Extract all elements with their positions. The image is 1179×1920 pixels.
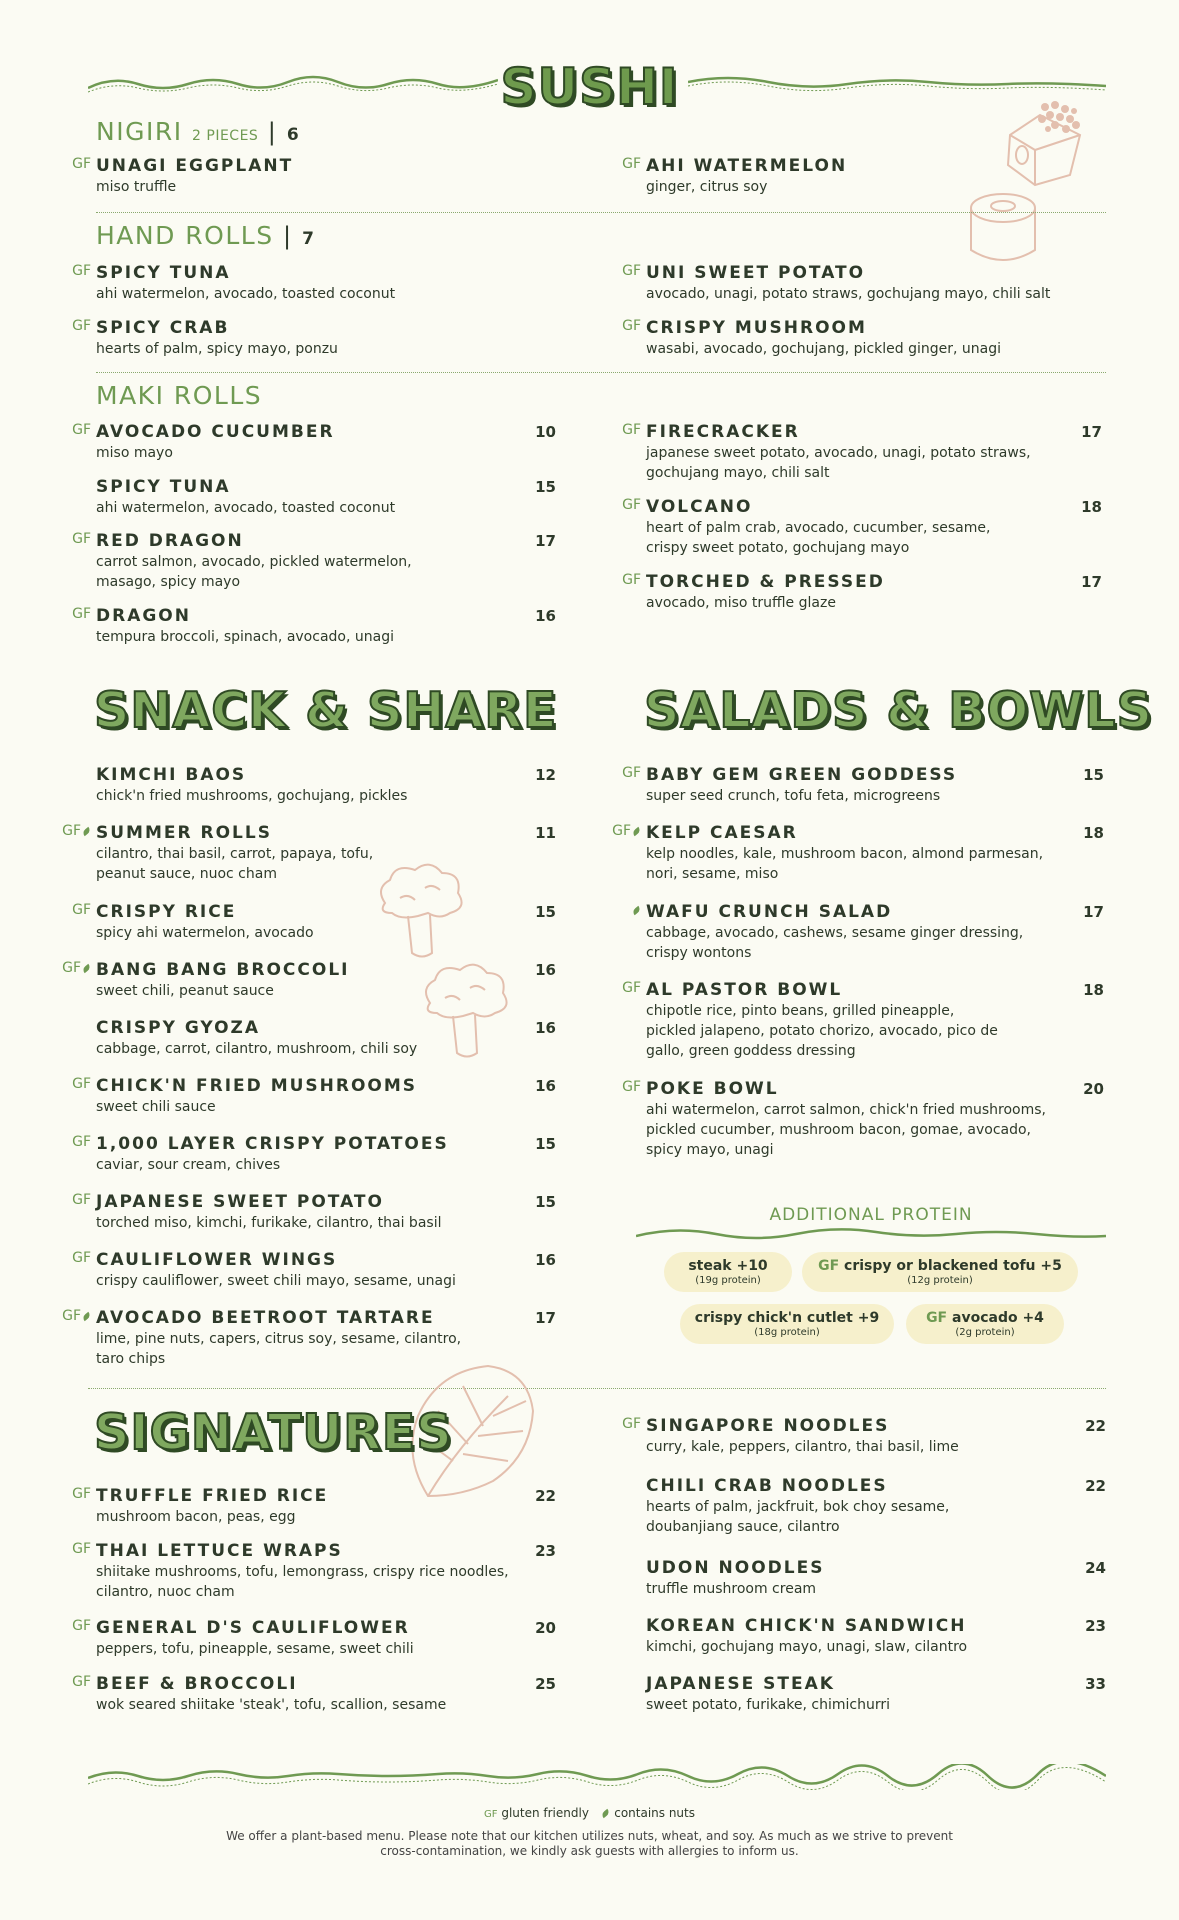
item-price: 16 bbox=[535, 961, 556, 979]
item-price: 15 bbox=[535, 1135, 556, 1153]
snack-share-title: SNACK & SHARE bbox=[94, 682, 558, 739]
item-price: 17 bbox=[1081, 573, 1102, 591]
gf-tag: GF bbox=[72, 318, 91, 334]
item-price: 33 bbox=[1085, 1675, 1106, 1693]
nut-leaf-icon bbox=[601, 1809, 611, 1819]
protein-name: avocado +4 bbox=[952, 1310, 1044, 1326]
item-name: CRISPY GYOZA bbox=[96, 1018, 261, 1038]
item-desc: cabbage, carrot, cilantro, mushroom, chili soy bbox=[96, 1041, 418, 1057]
item-name: DRAGON bbox=[96, 606, 191, 626]
gf-label: GF bbox=[72, 902, 91, 918]
gf-tag bbox=[72, 1134, 91, 1150]
item-desc: torched miso, kimchi, furikake, cilantro, thai basil bbox=[96, 1215, 442, 1231]
maki-title: MAKI ROLLS bbox=[96, 381, 263, 410]
item-price: 12 bbox=[535, 766, 556, 784]
menu-item bbox=[622, 421, 1102, 483]
item-name: FIRECRACKER bbox=[646, 422, 800, 442]
item-price: 18 bbox=[1083, 981, 1104, 999]
item-desc: avocado, unagi, potato straws, gochujang mayo, chili salt bbox=[646, 286, 1051, 302]
item-desc: shiitake mushrooms, tofu, lemongrass, crispy rice noodles, cilantro, nuoc cham bbox=[96, 1564, 509, 1600]
item-name: UNAGI EGGPLANT bbox=[96, 156, 294, 176]
protein-main bbox=[680, 1310, 894, 1326]
item-name: AVOCADO CUCUMBER bbox=[96, 422, 335, 442]
menu-item bbox=[62, 959, 556, 1001]
hand-rolls-bar: | bbox=[283, 222, 293, 250]
menu-item bbox=[72, 262, 566, 304]
divider bbox=[88, 1388, 1106, 1389]
gf-tag: GF bbox=[622, 1416, 641, 1432]
item-price: 16 bbox=[535, 607, 556, 625]
protein-name: steak +10 bbox=[688, 1258, 768, 1274]
item-price: 17 bbox=[1083, 903, 1104, 921]
gf-label: GF bbox=[72, 1134, 91, 1150]
menu-item bbox=[72, 1540, 556, 1602]
nigiri-note: 2 PIECES bbox=[192, 128, 259, 144]
nut-leaf-icon bbox=[81, 1311, 91, 1321]
item-name: SUMMER ROLLS bbox=[96, 823, 272, 843]
menu-item bbox=[72, 155, 566, 197]
menu-item bbox=[612, 822, 1104, 884]
menu-item bbox=[72, 901, 556, 943]
nigiri-title: NIGIRI bbox=[96, 117, 183, 146]
item-desc: wasabi, avocado, gochujang, pickled ginger, unagi bbox=[646, 341, 1001, 357]
protein-name: crispy or blackened tofu +5 bbox=[844, 1258, 1062, 1274]
protein-sub: (18g protein) bbox=[754, 1327, 820, 1338]
gf-tag: GF bbox=[72, 263, 91, 279]
item-price: 15 bbox=[1083, 766, 1104, 784]
menu-item bbox=[72, 605, 556, 647]
gf-tag bbox=[72, 1192, 91, 1208]
protein-name: crispy chick'n cutlet +9 bbox=[694, 1310, 880, 1326]
hand-rolls-price: 7 bbox=[302, 229, 316, 249]
hand-rolls-heading bbox=[96, 221, 315, 250]
gf-tag: GF bbox=[72, 156, 91, 172]
item-price: 22 bbox=[1085, 1417, 1106, 1435]
gf-tag: GF bbox=[622, 497, 641, 513]
nigiri-price: 6 bbox=[286, 125, 301, 145]
item-desc: cilantro, thai basil, carrot, papaya, tofu, peanut sauce, nuoc cham bbox=[96, 846, 374, 882]
additional-protein-title: ADDITIONAL PROTEIN bbox=[769, 1205, 973, 1225]
gf-label: GF bbox=[622, 1079, 641, 1095]
protein-main bbox=[802, 1258, 1078, 1274]
item-name: BABY GEM GREEN GODDESS bbox=[646, 765, 958, 785]
item-desc: wok seared shiitake 'steak', tofu, scallion, sesame bbox=[96, 1697, 447, 1713]
menu-item bbox=[622, 1078, 1104, 1160]
menu-item bbox=[72, 1617, 556, 1659]
item-desc: ahi watermelon, carrot salmon, chick'n fried mushrooms, pickled cucumber, mushroom bacon, gomae, avocado, spicy mayo, unagi bbox=[646, 1102, 1046, 1158]
nut-leaf-icon bbox=[631, 905, 641, 915]
menu-item bbox=[72, 1673, 556, 1715]
item-name: TRUFFLE FRIED RICE bbox=[96, 1486, 329, 1506]
gf-tag: GF bbox=[72, 422, 91, 438]
divider bbox=[96, 212, 1106, 213]
footer-wave bbox=[88, 1764, 1106, 1790]
item-desc: ahi watermelon, avocado, toasted coconut bbox=[96, 286, 396, 302]
gf-label: GF bbox=[483, 1809, 498, 1820]
item-name: JAPANESE STEAK bbox=[646, 1674, 835, 1694]
menu-item bbox=[622, 317, 1116, 359]
item-name: KELP CAESAR bbox=[646, 823, 798, 843]
item-desc: kimchi, gochujang mayo, unagi, slaw, cilantro bbox=[646, 1639, 968, 1655]
item-price: 22 bbox=[535, 1487, 556, 1505]
item-name: GENERAL D'S CAULIFLOWER bbox=[96, 1618, 410, 1638]
signatures-title: SIGNATURES bbox=[94, 1404, 453, 1461]
gf-tag: GF bbox=[72, 1674, 91, 1690]
menu-item bbox=[96, 476, 556, 518]
item-price: 15 bbox=[535, 903, 556, 921]
item-price: 16 bbox=[535, 1019, 556, 1037]
item-desc: sweet chili, peanut sauce bbox=[96, 983, 274, 999]
gf-label: GF bbox=[62, 1308, 81, 1324]
item-desc: sweet chili sauce bbox=[96, 1099, 216, 1115]
item-desc: peppers, tofu, pineapple, sesame, sweet chili bbox=[96, 1641, 414, 1657]
menu-item bbox=[622, 571, 1102, 613]
gf-label: GF bbox=[62, 823, 81, 839]
gf-tag bbox=[622, 765, 641, 781]
protein-option bbox=[906, 1304, 1064, 1344]
item-name: 1,000 LAYER CRISPY POTATOES bbox=[96, 1134, 449, 1154]
gf-tag: GF bbox=[622, 156, 641, 172]
menu-item bbox=[72, 317, 566, 359]
item-desc: lime, pine nuts, capers, citrus soy, sesame, cilantro, taro chips bbox=[96, 1331, 462, 1367]
sushi-title: SUSHI bbox=[500, 58, 679, 116]
protein-option bbox=[664, 1252, 792, 1292]
item-name: SPICY CRAB bbox=[96, 318, 230, 338]
item-desc: crispy cauliflower, sweet chili mayo, sesame, unagi bbox=[96, 1273, 456, 1289]
item-price: 18 bbox=[1083, 824, 1104, 842]
item-price: 18 bbox=[1081, 498, 1102, 516]
item-name: CHICK'N FRIED MUSHROOMS bbox=[96, 1076, 418, 1096]
gf-tag bbox=[72, 1076, 91, 1092]
item-price: 11 bbox=[535, 824, 556, 842]
menu-item bbox=[622, 979, 1104, 1061]
menu-item bbox=[72, 1191, 556, 1233]
item-price: 16 bbox=[535, 1077, 556, 1095]
allergy-note: We offer a plant-based menu. Please note that our kitchen utilizes nuts, wheat, and soy. As much as we strive to prevent cross-contamination, we kindly ask guests with allergies to inform us. bbox=[226, 1829, 953, 1858]
gf-tag bbox=[622, 1079, 641, 1095]
gf-tag: GF bbox=[72, 606, 91, 622]
item-name: UNI SWEET POTATO bbox=[646, 263, 866, 283]
menu-item bbox=[62, 822, 556, 884]
item-price: 17 bbox=[535, 1309, 556, 1327]
menu-item bbox=[646, 1673, 1106, 1715]
item-price: 22 bbox=[1085, 1477, 1106, 1495]
item-name: CAULIFLOWER WINGS bbox=[96, 1250, 338, 1270]
gf-tag: GF bbox=[72, 1618, 91, 1634]
protein-sub: (2g protein) bbox=[955, 1327, 1015, 1338]
item-desc: tempura broccoli, spinach, avocado, unagi bbox=[96, 629, 394, 645]
gf-tag bbox=[631, 902, 641, 918]
gf-tag: GF bbox=[622, 318, 641, 334]
protein-option bbox=[680, 1304, 894, 1344]
menu-item bbox=[622, 155, 1116, 197]
item-price: 16 bbox=[535, 1251, 556, 1269]
item-name: SPICY TUNA bbox=[96, 263, 231, 283]
nigiri-heading bbox=[96, 117, 300, 146]
menu-item bbox=[622, 496, 1102, 558]
gf-label: GF bbox=[62, 960, 81, 976]
gf-tag bbox=[62, 960, 91, 976]
menu-item bbox=[646, 901, 1104, 963]
item-name: JAPANESE SWEET POTATO bbox=[96, 1192, 384, 1212]
menu-item bbox=[622, 262, 1116, 304]
gf-tag: GF bbox=[622, 263, 641, 279]
menu-item bbox=[96, 1017, 556, 1059]
item-desc: miso truffle bbox=[96, 179, 177, 195]
menu-item bbox=[72, 530, 556, 592]
gf-tag: GF bbox=[72, 1541, 91, 1557]
sushi-roll-illustration bbox=[968, 190, 1038, 270]
gf-tag: GF bbox=[622, 422, 641, 438]
gf-tag bbox=[72, 1250, 91, 1266]
item-price: 23 bbox=[535, 1542, 556, 1560]
item-price: 20 bbox=[535, 1619, 556, 1637]
item-price: 15 bbox=[535, 478, 556, 496]
gf-tag bbox=[622, 980, 641, 996]
item-desc: chipotle rice, pinto beans, grilled pineapple, pickled jalapeno, potato chorizo, avocado, pico de gallo, green goddess dressing bbox=[646, 1003, 998, 1059]
item-name: AHI WATERMELON bbox=[646, 156, 848, 176]
item-name: RED DRAGON bbox=[96, 531, 244, 551]
gf-tag bbox=[72, 902, 91, 918]
gf-tag: GF bbox=[72, 531, 91, 547]
nut-leaf-icon bbox=[631, 826, 641, 836]
item-name: SPICY TUNA bbox=[96, 477, 231, 497]
item-desc: chick'n fried mushrooms, gochujang, pickles bbox=[96, 788, 408, 804]
nut-leaf-icon bbox=[81, 963, 91, 973]
gf-label: GF bbox=[622, 765, 641, 781]
gf-label: GF bbox=[612, 823, 631, 839]
menu-item bbox=[72, 1485, 556, 1527]
gf-tag: GF bbox=[622, 572, 641, 588]
item-price: 25 bbox=[535, 1675, 556, 1693]
gf-legend-label: gluten friendly bbox=[501, 1806, 589, 1820]
gf-label: GF bbox=[818, 1258, 840, 1274]
item-name: KIMCHI BAOS bbox=[96, 765, 247, 785]
item-price: 20 bbox=[1083, 1080, 1104, 1098]
gf-tag bbox=[62, 1308, 91, 1324]
gf-label: GF bbox=[926, 1310, 948, 1326]
protein-wave bbox=[636, 1226, 1106, 1242]
item-name: BANG BANG BROCCOLI bbox=[96, 960, 350, 980]
item-desc: miso mayo bbox=[96, 445, 173, 461]
item-name: TORCHED & PRESSED bbox=[646, 572, 885, 592]
item-price: 17 bbox=[535, 532, 556, 550]
item-name: CRISPY MUSHROOM bbox=[646, 318, 867, 338]
gf-label: GF bbox=[72, 1076, 91, 1092]
item-desc: curry, kale, peppers, cilantro, thai basil, lime bbox=[646, 1439, 959, 1455]
item-name: WAFU CRUNCH SALAD bbox=[646, 902, 893, 922]
item-desc: carrot salmon, avocado, pickled watermelon, masago, spicy mayo bbox=[96, 554, 412, 590]
item-price: 15 bbox=[535, 1193, 556, 1211]
item-name: THAI LETTUCE WRAPS bbox=[96, 1541, 343, 1561]
menu-item bbox=[96, 764, 556, 806]
salads-bowls-title: SALADS & BOWLS bbox=[644, 682, 1153, 739]
divider bbox=[96, 372, 1106, 373]
item-name: POKE BOWL bbox=[646, 1079, 779, 1099]
item-desc: spicy ahi watermelon, avocado bbox=[96, 925, 314, 941]
hand-rolls-title: HAND ROLLS bbox=[96, 221, 274, 250]
item-desc: hearts of palm, jackfruit, bok choy sesame, doubanjiang sauce, cilantro bbox=[646, 1499, 950, 1535]
gf-label: GF bbox=[72, 1250, 91, 1266]
item-desc: ahi watermelon, avocado, toasted coconut bbox=[96, 500, 396, 516]
legend bbox=[0, 1806, 1179, 1820]
gf-tag: GF bbox=[72, 1486, 91, 1502]
gf-tag bbox=[612, 823, 641, 839]
protein-sub: (19g protein) bbox=[695, 1275, 761, 1286]
item-desc: ginger, citrus soy bbox=[646, 179, 768, 195]
item-name: SINGAPORE NOODLES bbox=[646, 1416, 890, 1436]
menu-item bbox=[646, 1615, 1106, 1657]
menu-item bbox=[72, 1075, 556, 1117]
item-desc: sweet potato, furikake, chimichurri bbox=[646, 1697, 890, 1713]
item-desc: super seed crunch, tofu feta, microgreens bbox=[646, 788, 941, 804]
menu-item bbox=[622, 1415, 1106, 1457]
item-name: UDON NOODLES bbox=[646, 1558, 825, 1578]
item-price: 10 bbox=[535, 423, 556, 441]
nut-leaf-icon bbox=[81, 826, 91, 836]
item-desc: caviar, sour cream, chives bbox=[96, 1157, 281, 1173]
menu-item bbox=[72, 1133, 556, 1175]
menu-item bbox=[72, 421, 556, 463]
item-price: 24 bbox=[1085, 1559, 1106, 1577]
item-desc: avocado, miso truffle glaze bbox=[646, 595, 836, 611]
item-name: CHILI CRAB NOODLES bbox=[646, 1476, 888, 1496]
nut-legend-label: contains nuts bbox=[614, 1806, 695, 1820]
item-name: AL PASTOR BOWL bbox=[646, 980, 843, 1000]
menu-item bbox=[622, 764, 1104, 806]
item-desc: mushroom bacon, peas, egg bbox=[96, 1509, 296, 1525]
menu-item bbox=[72, 1249, 556, 1291]
menu-item bbox=[646, 1557, 1106, 1599]
item-desc: cabbage, avocado, cashews, sesame ginger dressing, crispy wontons bbox=[646, 925, 1024, 961]
item-name: CRISPY RICE bbox=[96, 902, 237, 922]
menu-item bbox=[646, 1475, 1106, 1537]
protein-option bbox=[802, 1252, 1078, 1292]
item-name: VOLCANO bbox=[646, 497, 753, 517]
item-price: 17 bbox=[1081, 423, 1102, 441]
item-name: AVOCADO BEETROOT TARTARE bbox=[96, 1308, 435, 1328]
nigiri-bar: | bbox=[267, 118, 278, 146]
gf-tag bbox=[62, 823, 91, 839]
item-name: BEEF & BROCCOLI bbox=[96, 1674, 298, 1694]
protein-sub: (12g protein) bbox=[907, 1275, 973, 1286]
item-desc: heart of palm crab, avocado, cucumber, sesame, crispy sweet potato, gochujang mayo bbox=[646, 520, 991, 556]
gf-label: GF bbox=[72, 1192, 91, 1208]
item-name: KOREAN CHICK'N SANDWICH bbox=[646, 1616, 967, 1636]
protein-main bbox=[906, 1310, 1064, 1326]
maki-heading bbox=[96, 381, 262, 410]
item-desc: japanese sweet potato, avocado, unagi, potato straws, gochujang mayo, chili salt bbox=[646, 445, 1031, 481]
gf-label: GF bbox=[622, 980, 641, 996]
item-desc: truffle mushroom cream bbox=[646, 1581, 817, 1597]
item-desc: hearts of palm, spicy mayo, ponzu bbox=[96, 341, 338, 357]
item-price: 23 bbox=[1085, 1617, 1106, 1635]
protein-main bbox=[664, 1258, 792, 1274]
item-desc: kelp noodles, kale, mushroom bacon, almond parmesan, nori, sesame, miso bbox=[646, 846, 1044, 882]
